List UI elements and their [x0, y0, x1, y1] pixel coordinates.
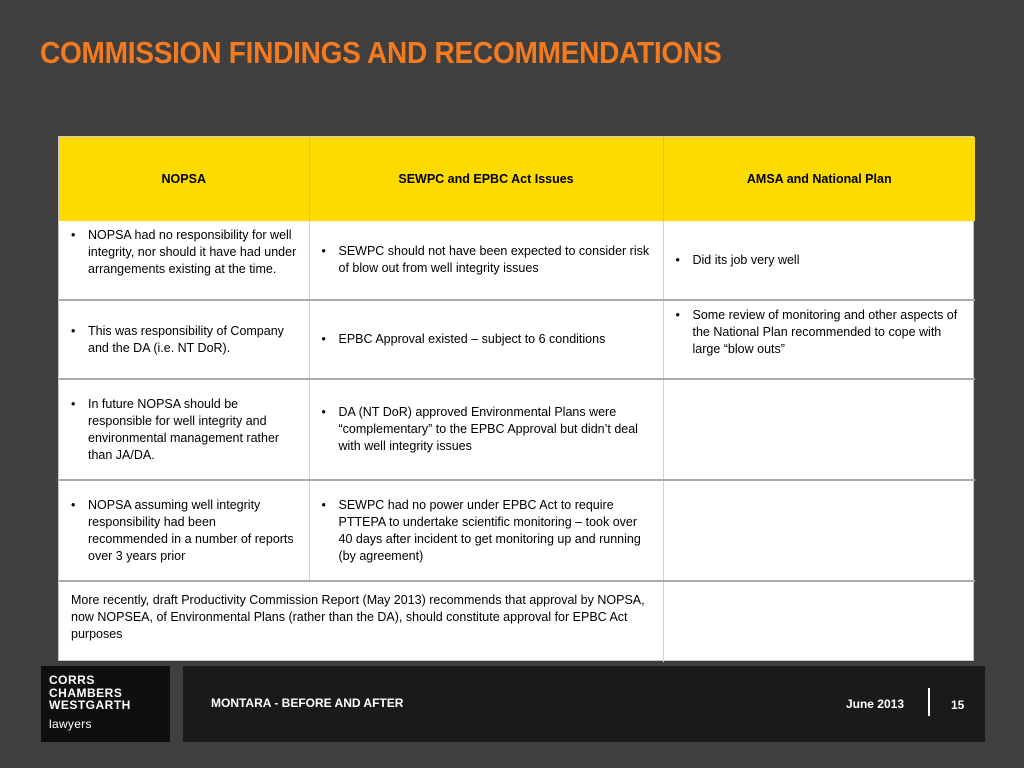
cell-text: DA (NT DoR) approved Environmental Plans were “complementary” to the EPBC Approval but didn’t deal with well integrity issues [338, 405, 638, 453]
table-row [59, 581, 975, 662]
cell-text: SEWPC had no power under EPBC Act to require PTTEPA to undertake scientific monitoring – took over 40 days after incident to get monitoring up and running (by agreement) [338, 497, 641, 563]
bullet-icon: • [675, 252, 680, 267]
bullet-icon: • [71, 228, 76, 242]
logo-subtitle: lawyers [49, 716, 92, 731]
footer-title: MONTARA - BEFORE AND AFTER [211, 696, 404, 710]
logo-line: WESTGARTH [49, 698, 131, 712]
table-cell [663, 300, 975, 379]
cell-text: NOPSA assuming well integrity responsibility had been recommended in a number of reports over 3 years prior [88, 497, 294, 563]
cell-text: SEWPC should not have been expected to consider risk of blow out from well integrity issues [338, 244, 650, 275]
bullet-icon: • [71, 497, 76, 512]
bullet-icon: • [71, 323, 76, 338]
footer-bar [183, 666, 985, 742]
cell-text: This was responsibility of Company and the DA (i.e. NT DoR). [88, 323, 284, 355]
page-number: 15 [951, 698, 965, 712]
table-cell [309, 300, 663, 379]
bullet-icon: • [321, 405, 326, 419]
table-cell-empty [663, 480, 975, 581]
note-cell: More recently, draft Productivity Commission Report (May 2013) recommends that approval by NOPSA, now NOPSEA, of Environmental Plans (rather than the DA), should constitute approval for EPBC Act purposes [59, 581, 663, 662]
header-amsa-national-plan: AMSA and National Plan [663, 137, 975, 221]
table-header-row [59, 137, 975, 221]
table-cell [663, 221, 975, 300]
footer-date: June 2013 [845, 697, 904, 711]
logo-line: CHAMBERS [49, 685, 123, 700]
table-cell [309, 480, 663, 581]
slide-title: COMMISSION FINDINGS AND RECOMMENDATIONS [40, 36, 722, 70]
footer-divider [928, 688, 930, 716]
header-nopsa: NOPSA [59, 137, 309, 221]
cell-text: Some review of monitoring and other aspects of the National Plan recommended to cope with large “blow outs” [692, 308, 958, 356]
table-row [59, 480, 975, 581]
cell-text: In future NOPSA should be responsible for well integrity and environmental management rather than JA/DA. [88, 396, 280, 462]
bullet-icon: • [675, 308, 680, 322]
table-cell [59, 300, 309, 379]
table-cell [309, 221, 663, 300]
findings-table [58, 136, 974, 661]
bullet-icon: • [71, 396, 76, 411]
table-cell-empty [663, 581, 975, 662]
table-row [59, 379, 975, 480]
cell-text: NOPSA had no responsibility for well integrity, nor should it have had under arrangements existing at the time. [88, 228, 297, 276]
table-cell [59, 379, 309, 480]
logo-line: CORRS [49, 673, 95, 687]
cell-text: EPBC Approval existed – subject to 6 conditions [338, 332, 606, 346]
table-cell [59, 221, 309, 300]
table-cell [59, 480, 309, 581]
table-row [59, 300, 975, 379]
bullet-icon: • [321, 244, 326, 258]
table-cell [309, 379, 663, 480]
cell-text: Did its job very well [692, 252, 800, 267]
table-row [59, 221, 975, 300]
bullet-icon: • [321, 332, 326, 346]
company-logo [41, 666, 170, 742]
header-sewpc-epbc: SEWPC and EPBC Act Issues [309, 137, 663, 221]
bullet-icon: • [321, 497, 326, 512]
table-cell-empty [663, 379, 975, 480]
